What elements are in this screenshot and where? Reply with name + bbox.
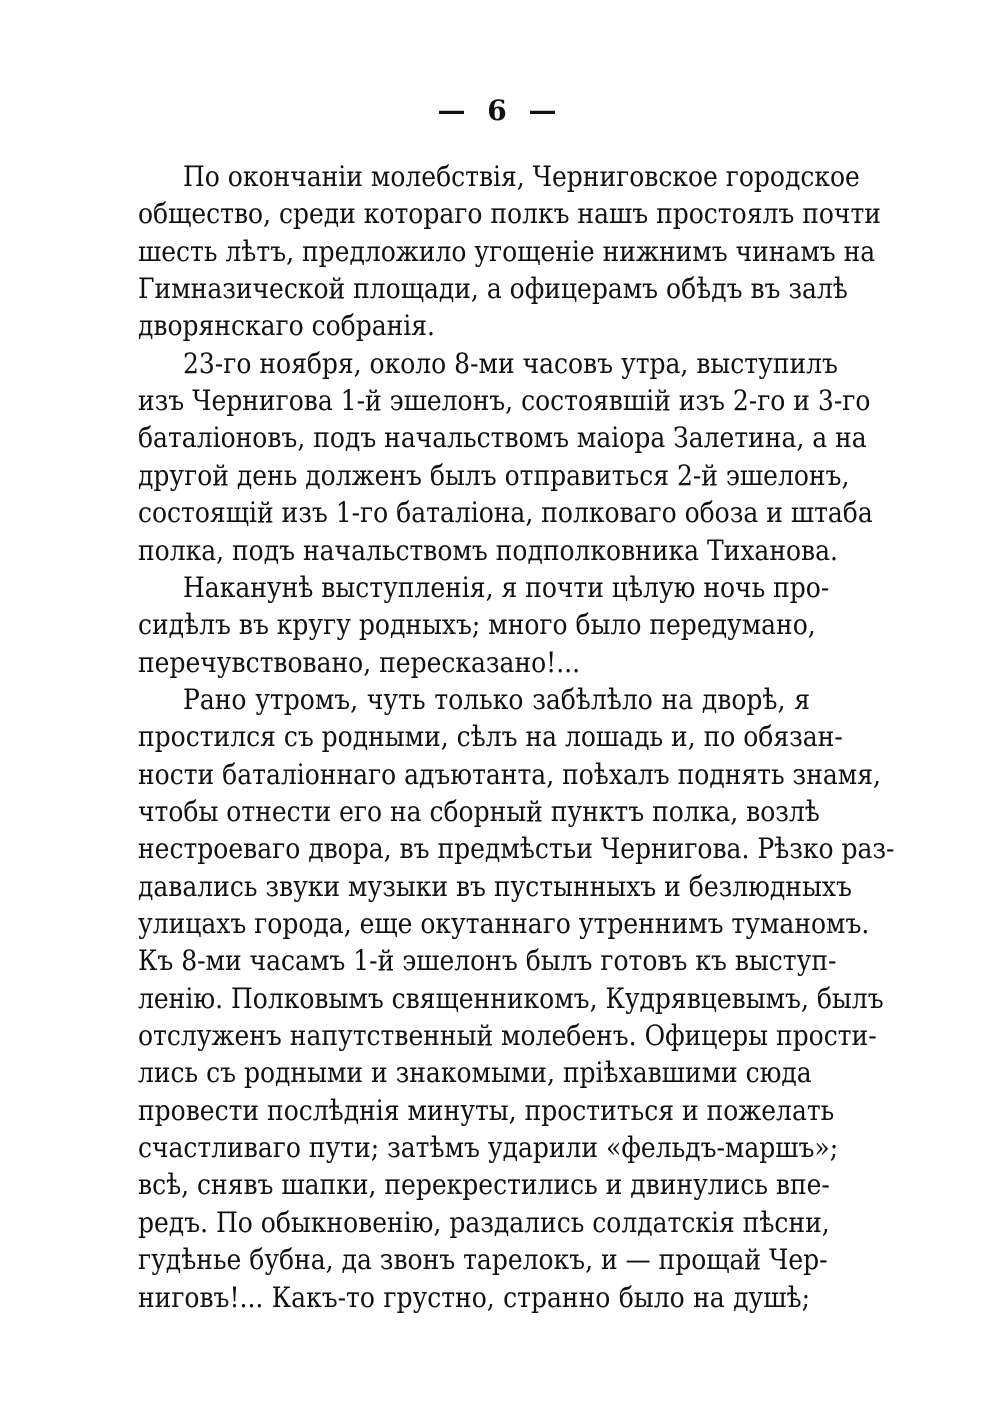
text-line: Гимназической площади, а офицерамъ обѣдъ въ залѣ [138, 272, 848, 305]
text-line: По окончаніи молебствія, Черниговское городское [183, 160, 860, 193]
text-line: ности баталіоннаго адъютанта, поѣхалъ поднять знамя, [138, 757, 881, 791]
text-line: сидѣлъ въ кругу родныхъ; много было передумано, [138, 608, 816, 641]
text-line: дворянскаго собранія. [138, 309, 435, 343]
text-line: нестроеваго двора, въ предмѣстьи Чернигова. Рѣзко раз- [138, 832, 895, 865]
text-line: ленію. Полковымъ священникомъ, Кудрявцевымъ, былъ [138, 981, 884, 1015]
text-line: полка, подъ начальствомъ подполковника Тиханова. [138, 533, 838, 567]
text-line: простился съ родными, сѣлъ на лошадь и, по обязан- [138, 720, 843, 753]
text-line: Рано утромъ, чуть только забѣлѣло на дворѣ, я [183, 683, 810, 716]
text-line: изъ Чернигова 1-й эшелонъ, состоявшій изъ 2-го и 3-го [138, 384, 871, 417]
text-line: гудѣнье бубна, да звонъ тарелокъ, и — прощай Чер- [138, 1243, 828, 1276]
text-line: состоящій изъ 1-го баталіона, полковаго обоза и штаба [138, 496, 873, 529]
text-line: перечувствовано, пересказано!... [138, 645, 581, 679]
text-line: счастливаго пути; затѣмъ ударили «фельдъ-маршъ»; [138, 1131, 839, 1164]
text-line: провести послѣднія минуты, проститься и пожелать [138, 1093, 835, 1127]
text-line: давались звуки музыки въ пустынныхъ и безлюдныхъ [138, 869, 852, 903]
text-line: чтобы отнести его на сборный пунктъ полка, возлѣ [138, 795, 820, 828]
page-number: — 6 — [437, 94, 563, 127]
text-line: всѣ, снявъ шапки, перекрестились и двинулись впе- [138, 1168, 830, 1202]
text-line: другой день долженъ былъ отправиться 2-й эшелонъ, [138, 458, 850, 492]
text-line: лись съ родными и знакомыми, пріѣхавшими сюда [138, 1056, 812, 1090]
text-line: баталіоновъ, подъ начальствомъ маіора Залетина, а на [138, 421, 867, 455]
text-line: ниговъ!... Какъ-то грустно, странно было на душѣ; [138, 1280, 810, 1314]
text-line: улицахъ города, еще окутаннаго утреннимъ туманомъ. [138, 907, 870, 940]
text-line: Къ 8-ми часамъ 1-й эшелонъ былъ готовъ къ выступ- [138, 944, 837, 978]
text-line: отслуженъ напутственный молебенъ. Офицеры прости- [138, 1019, 877, 1052]
text-line: общество, среди котораго полкъ нашъ простоялъ почти [138, 197, 881, 231]
text-line: Наканунѣ выступленія, я почти цѣлую ночь про- [183, 571, 830, 604]
text-line: редъ. По обыкновенію, раздались солдатскія пѣсни, [138, 1205, 830, 1239]
text-line: 23-го ноября, около 8-ми часовъ утра, выступилъ [183, 346, 838, 380]
text-line: шесть лѣтъ, предложило угощеніе нижнимъ чинамъ на [138, 234, 876, 268]
